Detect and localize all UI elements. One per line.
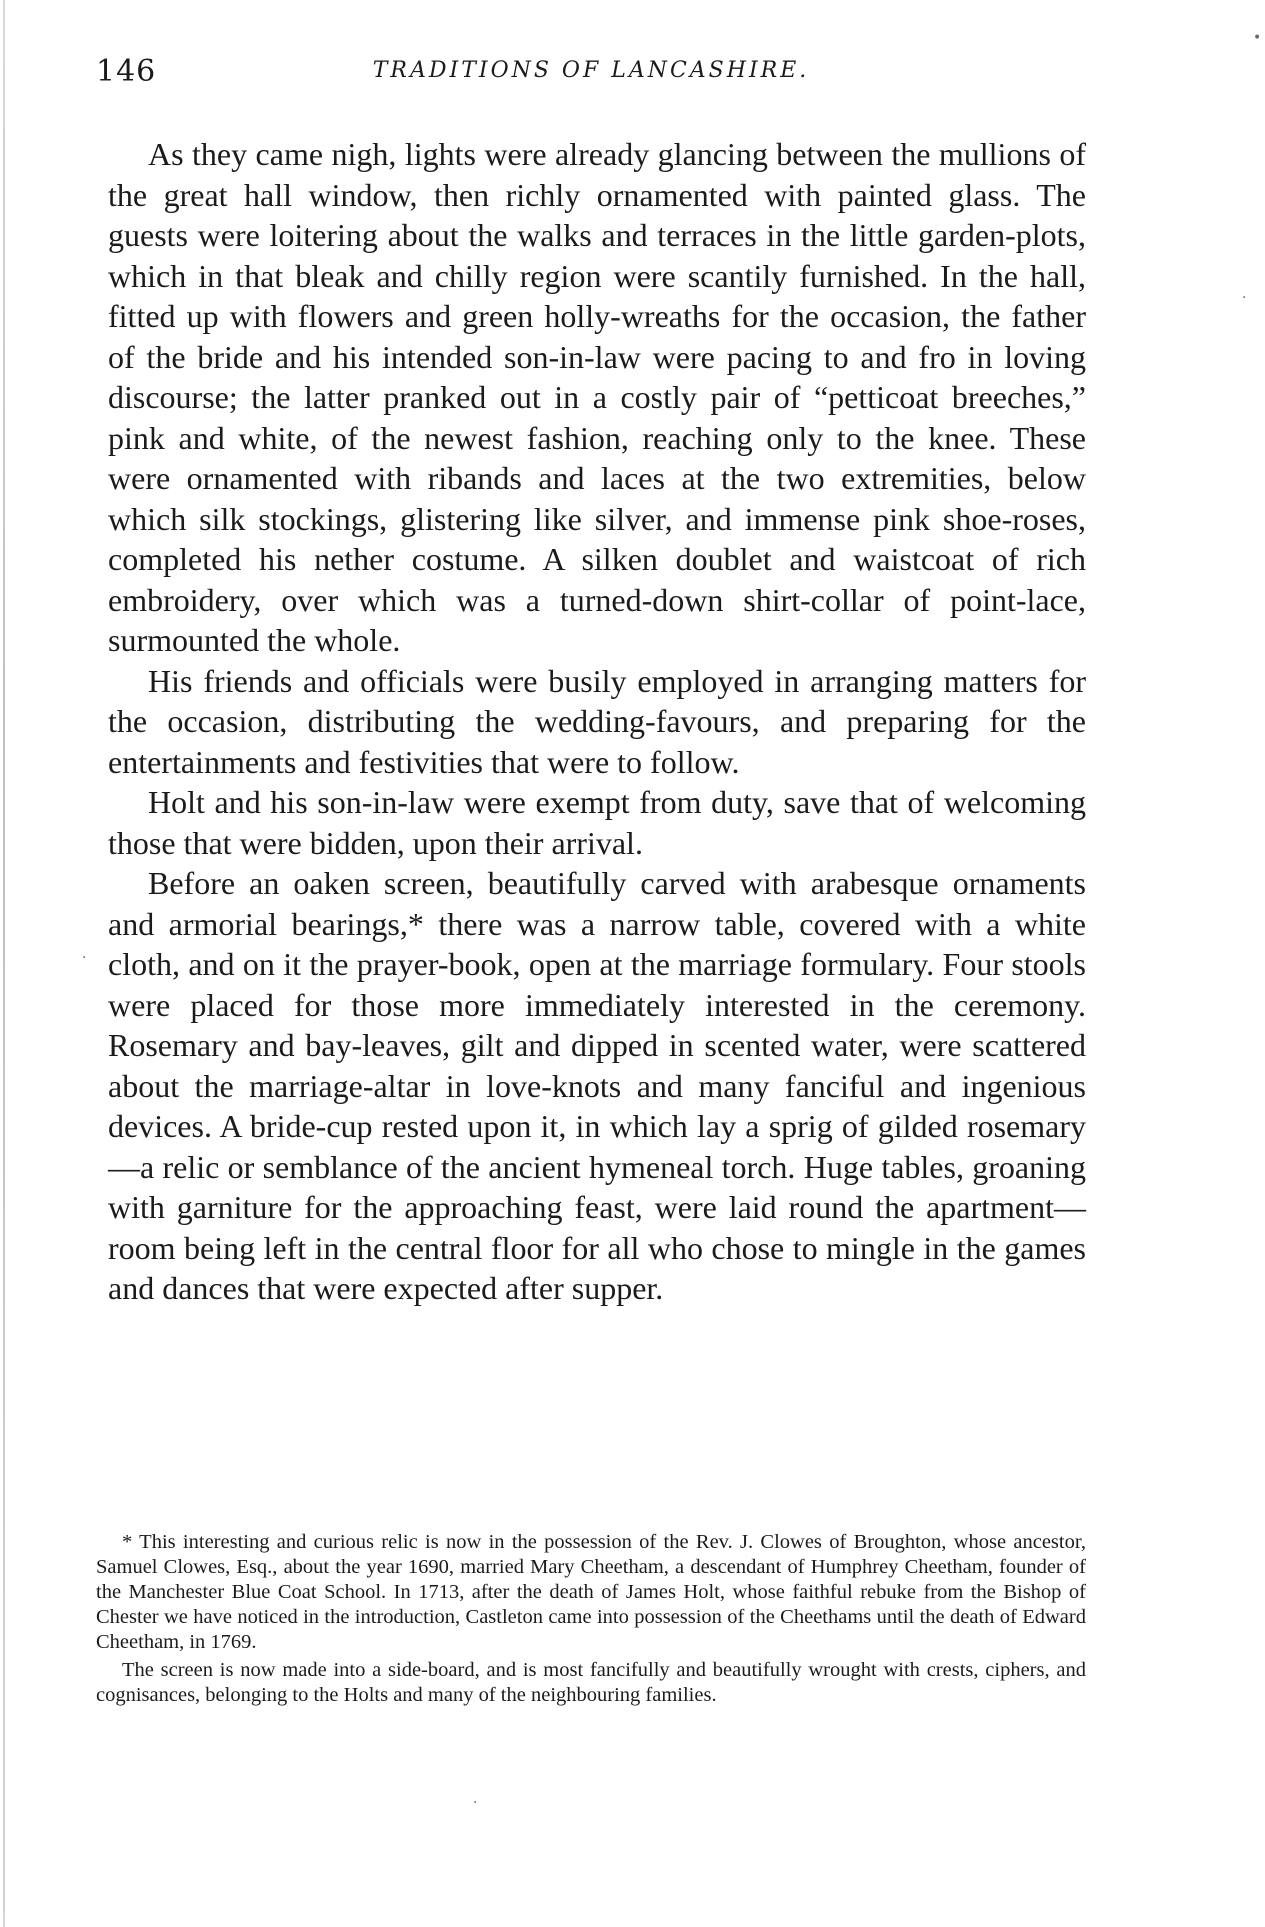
scan-speck: • bbox=[1253, 30, 1262, 46]
footnote: The screen is now made into a side-board, and is most fancifully and beautifully wrought with crests, ciphers, and cognisances, belonging to the Holts and many of the neighbouring families. bbox=[96, 1659, 1086, 1706]
body-text bbox=[108, 134, 1086, 1309]
footnote: * This interesting and curious relic is now in the possession of the Rev. J. Clowes of Broughton, whose ancestor, Samuel Clowes, Esq., about the year 1690, married Mary Cheetham, a descendant of Humphrey Cheetham, founder of the Manchester Blue Coat School. In 1713, after the death of James Holt, whose faithful rebuke from the Bishop of Chester we have noticed in the introduction, Castleton came into possession of the Cheethams until the death of Edward Cheetham, in 1769. bbox=[96, 1531, 1086, 1653]
body-paragraph: Before an oaken screen, beautifully carved with arabesque ornaments and armorial bearings,* there was a narrow table, covered with a white cloth, and on it the prayer-book, open at the marriage formulary. Four stools were placed for those more immediately interested in the ceremony. Rosemary and bay-leaves, gilt and dipped in scented water, were scattered about the marriage-altar in love-knots and many fanciful and ingenious devices. A bride-cup rested upon it, in which lay a sprig of gilded rosemary—a relic or semblance of the ancient hymeneal torch. Huge tables, groaning with garniture for the approaching feast, were laid round the apartment—room being left in the central floor for all who chose to mingle in the games and dances that were expected after supper. bbox=[108, 865, 1086, 1306]
scan-speck: · bbox=[473, 1795, 478, 1811]
running-title: TRADITIONS OF LANCASHIRE. bbox=[372, 58, 810, 83]
scan-speck: · bbox=[1242, 290, 1247, 306]
scan-speck: · bbox=[82, 950, 87, 966]
page-number: 146 bbox=[96, 54, 157, 89]
body-paragraph: As they came nigh, lights were already glancing between the mullions of the great hall window, then richly ornamented with painted glass. The guests were loitering about the walks and terraces in the little garden-plots, which in that bleak and chilly region were scantily furnished. In the hall, fitted up with flowers and green holly-wreaths for the occasion, the father of the bride and his intended son-in-law were pacing to and fro in loving discourse; the latter pranked out in a costly pair of “petticoat breeches,” pink and white, of the newest fashion, reaching only to the knee. These were ornamented with ribands and laces at the two extremities, below which silk stockings, glistering like silver, and immense pink shoe-roses, completed his nether costume. A silken doublet and waistcoat of rich embroidery, over which was a turned-down shirt-collar of point-lace, surmounted the whole. bbox=[108, 136, 1086, 658]
footnotes bbox=[96, 1530, 1086, 1708]
body-paragraph: Holt and his son-in-law were exempt from duty, save that of welcoming those that were bidden, upon their arrival. bbox=[108, 784, 1086, 861]
body-paragraph: His friends and officials were busily employed in arranging matters for the occasion, distributing the wedding-favours, and preparing for the entertainments and festivities that were to follow. bbox=[108, 662, 1086, 780]
page-header bbox=[96, 54, 1086, 94]
page-edge-rule bbox=[3, 0, 5, 1927]
